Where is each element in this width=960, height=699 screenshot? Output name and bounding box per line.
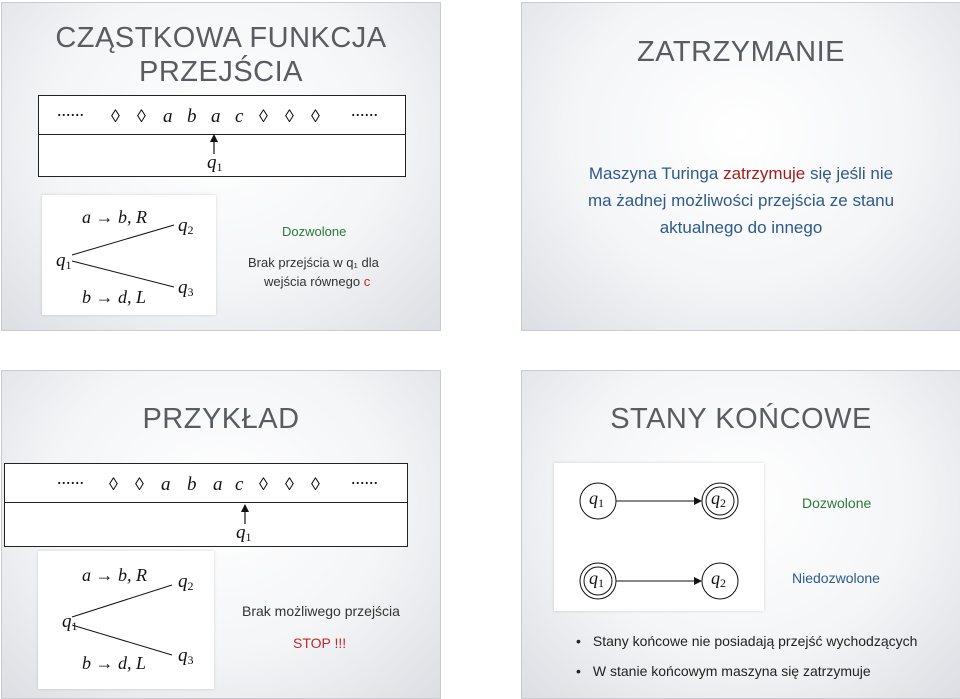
tape (38, 95, 406, 177)
edge-label-top: a → b, R (82, 207, 147, 227)
state-q2: $q_2$ (178, 215, 194, 237)
state-q1: $q_1$ (589, 488, 604, 510)
tape-symbol: a (161, 474, 171, 495)
tape-symbol: a (163, 106, 173, 127)
tape-dots-right: ...... (351, 100, 378, 120)
transition-diagram (38, 551, 214, 689)
state-q3: $q_3$ (178, 645, 194, 667)
edge-label-bottom: b → d, L (82, 287, 147, 307)
tape-symbol: b (187, 106, 197, 127)
bullet-list (576, 633, 917, 693)
tape (4, 463, 408, 547)
no-transition-note: Brak możliwego przejścia (242, 603, 400, 619)
tape-diamond: ◊ (285, 106, 294, 126)
tape-diamond: ◊ (259, 106, 268, 126)
slide-title: CZĄSTKOWA FUNKCJA PRZEJŚCIA (55, 22, 387, 88)
head-arrow-icon (5, 464, 407, 546)
tape-symbol: c (235, 106, 244, 127)
head-state: $q_1$ (207, 152, 223, 174)
bullet-item: • Stany końcowe nie posiadają przejść wychodzących (576, 633, 917, 649)
slide-title: PRZYKŁAD (142, 403, 300, 435)
final-state-diagrams (554, 463, 764, 611)
head-state: $q_1$ (236, 522, 252, 544)
tape-diamond: ◊ (109, 474, 118, 494)
tape-symbol: a (213, 474, 223, 495)
edge-label-bottom: b → d, L (82, 653, 147, 673)
final-state-arrows (554, 463, 764, 611)
not-allowed-label: Niedozwolone (792, 570, 880, 586)
slide-final-states (521, 370, 960, 699)
slide-example (1, 370, 441, 699)
state-q2: $q_2$ (711, 568, 726, 590)
tape-dots-left: ...... (57, 100, 84, 120)
state-q2: $q_2$ (178, 571, 194, 593)
halting-line-2: ma żadnej możliwości przejścia ze stanu (587, 191, 895, 210)
state-q1: $q_1$ (62, 611, 78, 633)
tape-diamond: ◊ (135, 474, 144, 494)
allowed-label: Dozwolone (282, 224, 347, 239)
tape-symbol: b (187, 474, 197, 495)
tape-diamond: ◊ (285, 474, 294, 494)
tape-symbol: a (211, 106, 221, 127)
state-q1: $q_1$ (56, 250, 72, 272)
tape-symbol: c (235, 474, 244, 495)
tape-dots-right: ...... (351, 468, 378, 488)
slide-partial-transition (1, 2, 441, 331)
tape-diamond: ◊ (111, 106, 120, 126)
halting-text (562, 160, 920, 241)
final-state-q1: $q_1$ (589, 568, 604, 590)
allowed-label: Dozwolone (802, 495, 872, 511)
slide-title: ZATRZYMANIE (637, 36, 845, 68)
tape-diamond: ◊ (311, 474, 320, 494)
note-line-1: Brak przejścia w q₁ dla (248, 255, 379, 270)
bullet-item: • W stanie końcowym maszyna się zatrzymuje (576, 663, 917, 679)
tape-dots-left: ...... (57, 468, 84, 488)
tape-diamond: ◊ (311, 106, 320, 126)
halting-line-3: aktualnego do innego (659, 218, 823, 237)
tape-diamond: ◊ (259, 474, 268, 494)
edge-label-top: a → b, R (82, 565, 147, 585)
slide-title: STANY KOŃCOWE (610, 403, 872, 435)
state-q3: $q_3$ (178, 277, 194, 299)
transition-diagram (42, 195, 216, 315)
stop-label: STOP !!! (293, 635, 347, 651)
note-line-2: wejścia równego c (264, 274, 371, 289)
tape-diamond: ◊ (137, 106, 146, 126)
halting-line-1: Maszyna Turinga zatrzymuje się jeśli nie (588, 164, 894, 183)
slide-halting (521, 2, 960, 331)
final-state-q2: $q_2$ (711, 488, 726, 510)
